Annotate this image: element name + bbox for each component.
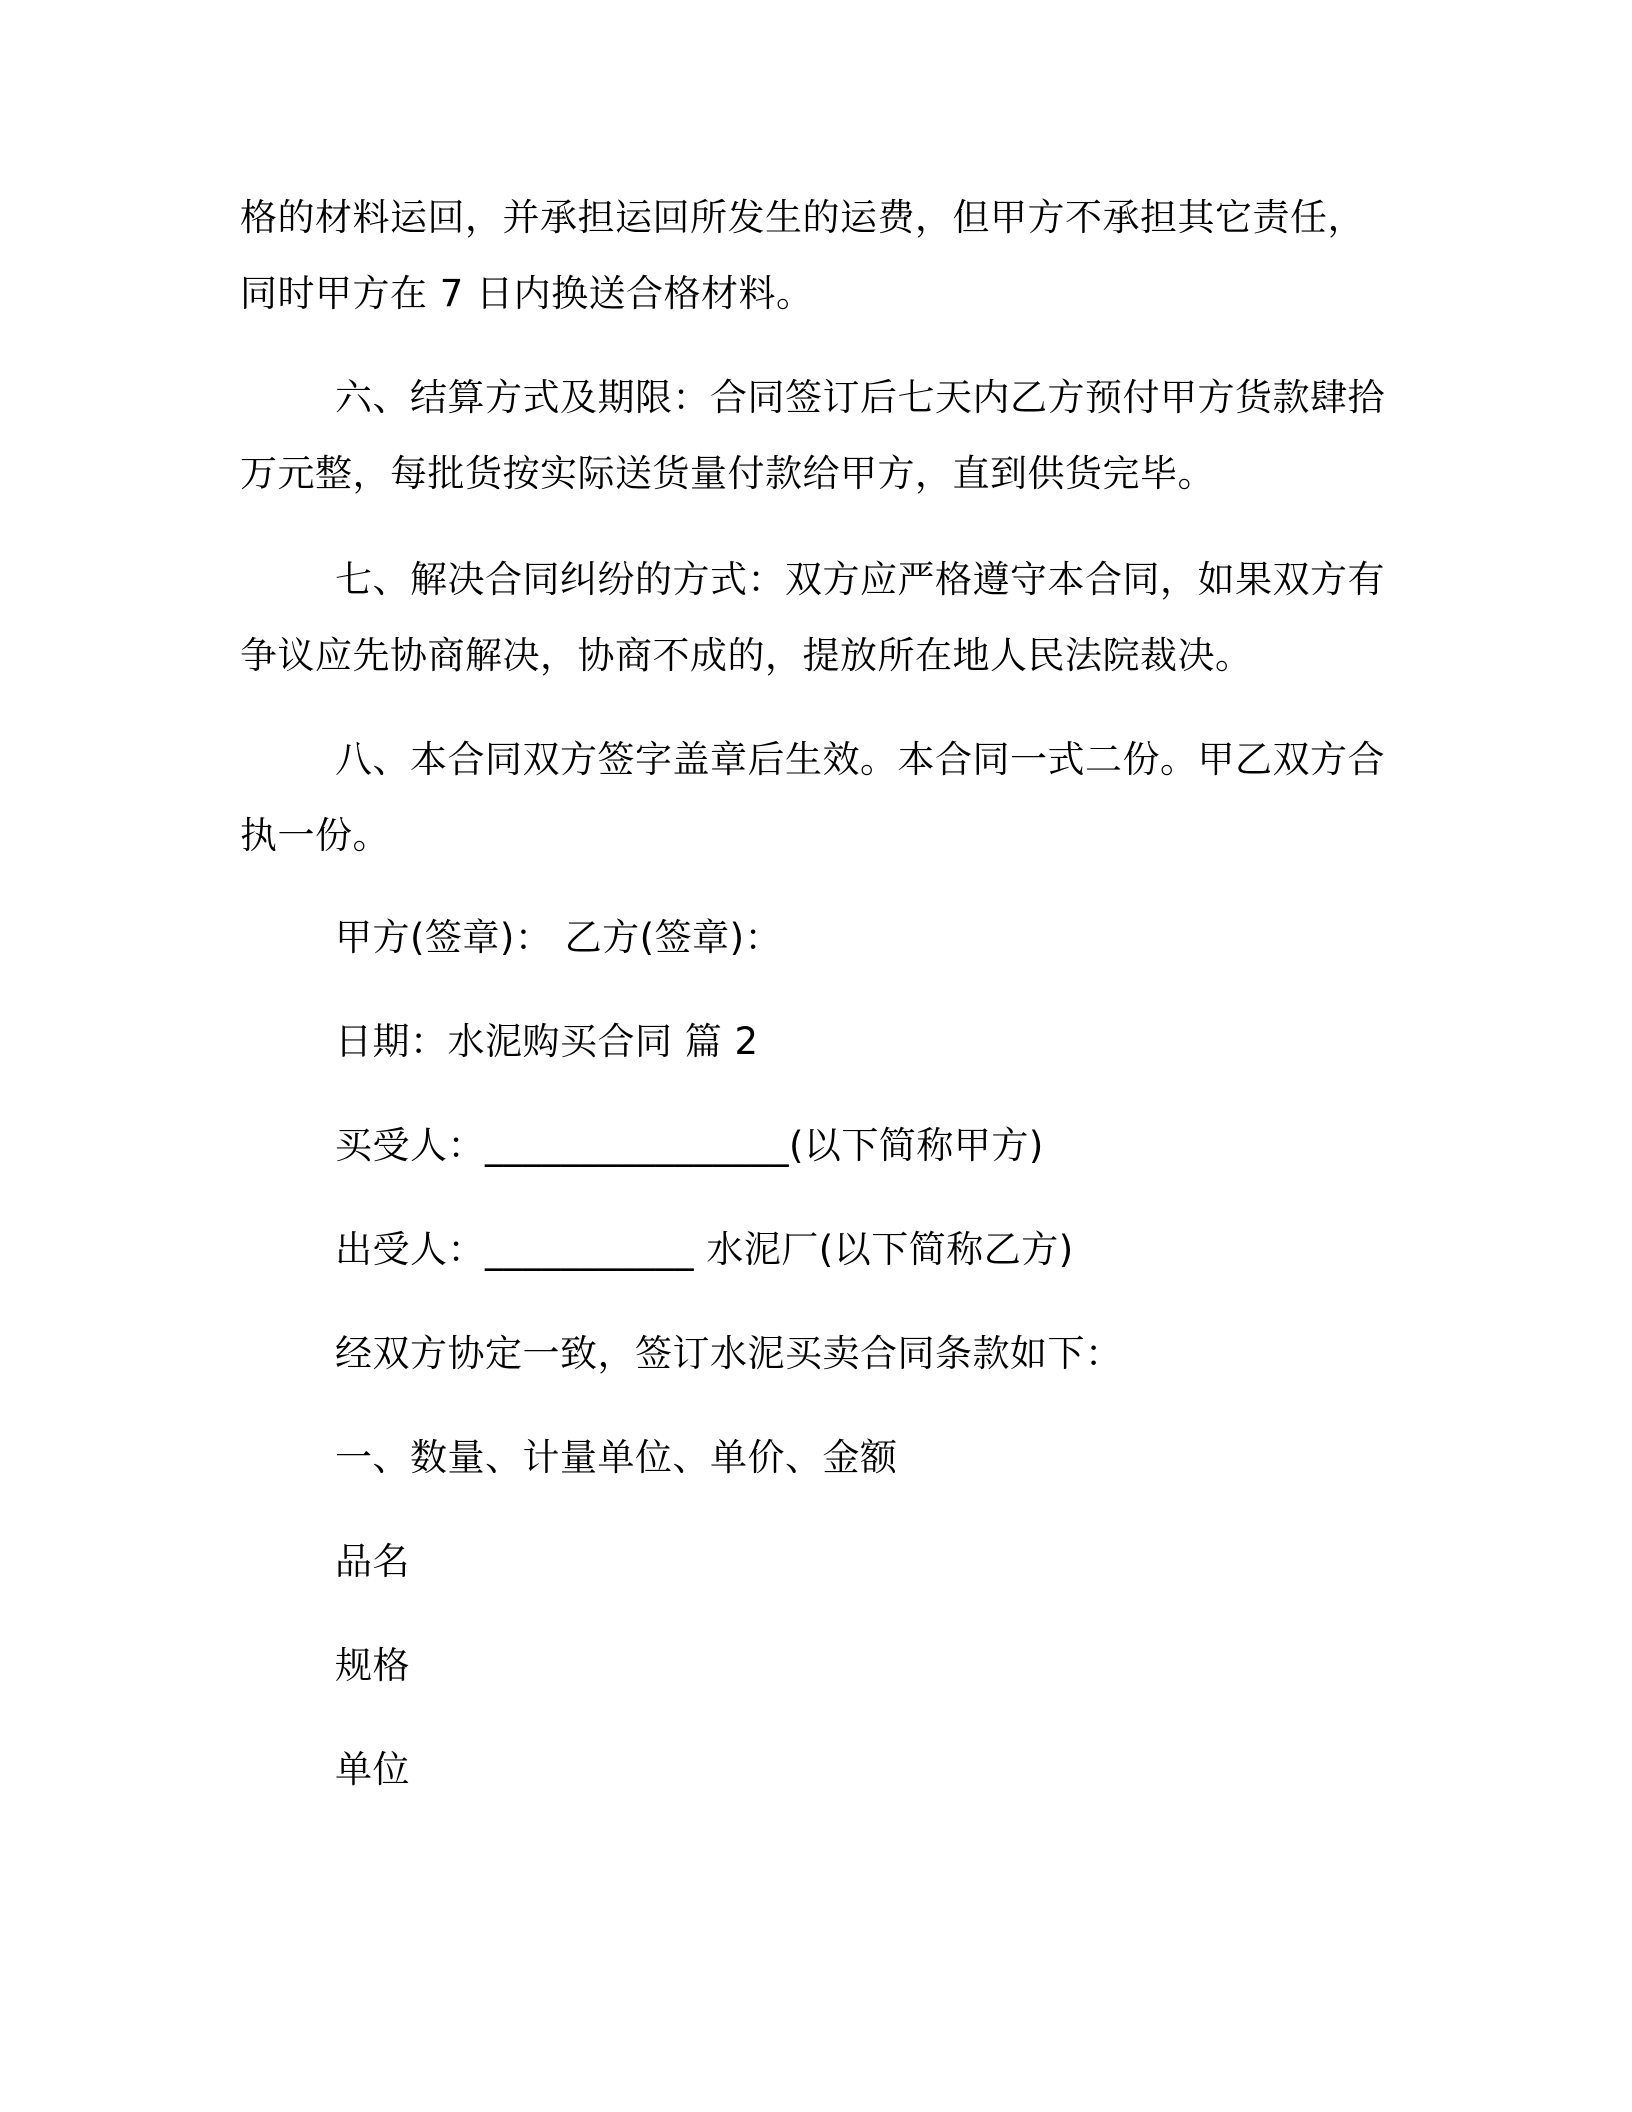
paragraph-six-line: 六、结算方式及期限：合同签订后七天内乙方预付甲方货款肆拾 xyxy=(335,376,1385,419)
signature-line: 甲方(签章)： 乙方(签章)： xyxy=(335,916,783,959)
agreement-line: 经双方协定一致，签订水泥买卖合同条款如下： xyxy=(335,1332,1123,1375)
paragraph-seven-line: 争议应先协商解决，协商不成的，提放所在地人民法院裁决。 xyxy=(240,634,1253,677)
section-one-heading: 一、数量、计量单位、单价、金额 xyxy=(335,1436,898,1479)
paragraph-six-line: 万元整，每批货按实际送货量付款给甲方，直到供货完毕。 xyxy=(240,452,1215,495)
seller-line: 出受人：___________ 水泥厂(以下简称乙方) xyxy=(335,1228,1074,1271)
paragraph-eight-line: 执一份。 xyxy=(240,814,390,857)
paragraph-eight-line: 八、本合同双方签字盖章后生效。本合同一式二份。甲乙双方合 xyxy=(335,738,1385,781)
field-specification: 规格 xyxy=(335,1644,410,1687)
paragraph-seven-line: 七、解决合同纠纷的方式：双方应严格遵守本合同，如果双方有 xyxy=(335,558,1385,601)
field-unit: 单位 xyxy=(335,1748,410,1791)
buyer-line: 买受人：________________(以下简称甲方) xyxy=(335,1124,1044,1167)
field-product-name: 品名 xyxy=(335,1540,410,1583)
date-title-line: 日期：水泥购买合同 篇 2 xyxy=(335,1020,759,1063)
text-line: 格的材料运回，并承担运回所发生的运费，但甲方不承担其它责任， xyxy=(240,196,1365,239)
text-line: 同时甲方在 7 日内换送合格材料。 xyxy=(240,272,814,315)
